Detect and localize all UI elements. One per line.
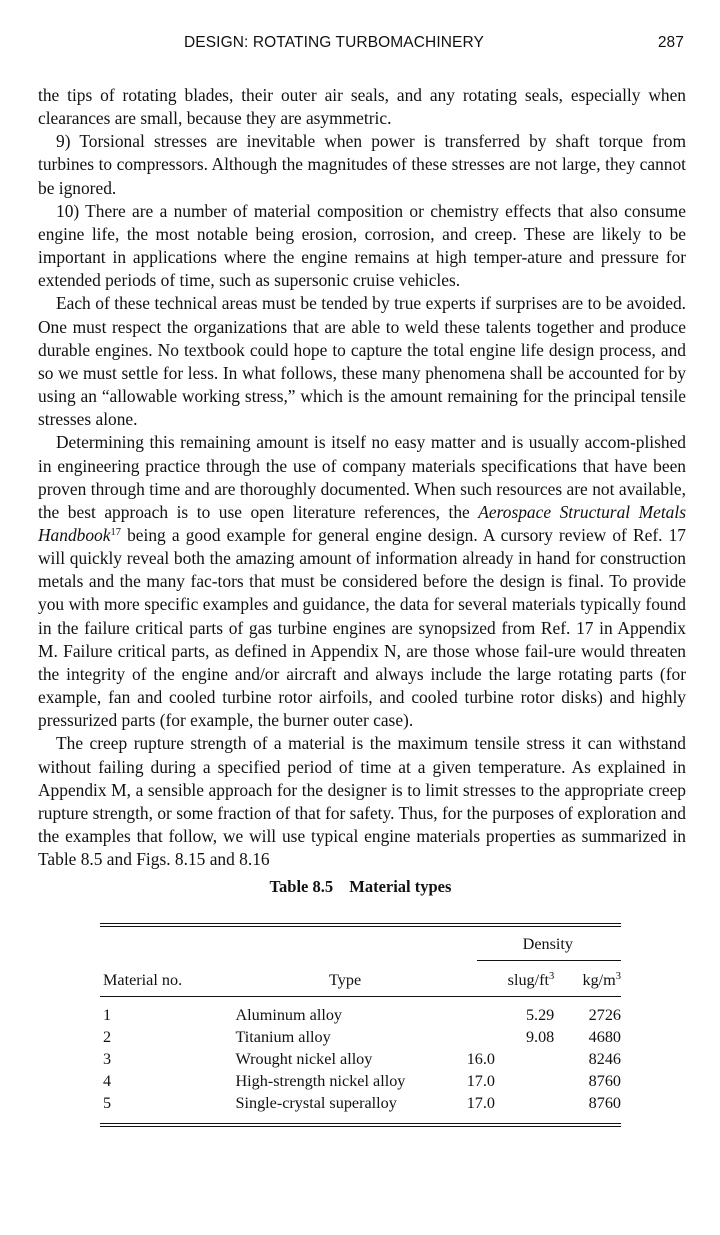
- paragraph-3: 10) There are a number of material composition or chemistry effects that also consume engine life, the most notable being erosion, corrosion, and creep. These are likely to be important in applications where the engine remains at high temper-ature and pressure for extended periods of time, such as supersonic cruise vehicles.: [38, 200, 686, 291]
- table-group-header-row: [100, 927, 621, 960]
- material-types-table: [100, 877, 621, 1127]
- table-row: 4 High-strength nickel alloy 17.0 8760: [103, 1072, 621, 1090]
- header-type: Type: [329, 971, 362, 989]
- table-caption: [100, 877, 621, 897]
- table-row: 3 Wrought nickel alloy 16.0 8246: [103, 1050, 621, 1068]
- table-grid: [100, 927, 621, 1115]
- table-caption-title: Material types: [349, 877, 452, 896]
- table-caption-label: Table 8.5: [269, 877, 334, 896]
- paragraph-4: Each of these technical areas must be tended by true experts if surprises are to be avoided. One must respect the organizations that are able to weld these talents together and produce durable engines. No textbook could hope to capture the total engine life design process, and so we must settle for less. In what follows, these many phenomena shall be accounted for by using an “allowable working stress,” which is the amount remaining for the principal tensile stresses alone.: [38, 293, 686, 430]
- body-text: [38, 84, 686, 871]
- table-bottom-rule: [100, 1123, 621, 1127]
- paragraph-2: 9) Torsional stresses are inevitable when power is transferred by shaft torque from turbines to compressors. Although the magnitudes of these stresses are not large, they cannot be ignored.: [38, 131, 686, 198]
- paragraph-5-start: Determining this remaining amount is itself no easy matter and is usually accom-plished in engineering practice through the use of company materials specifications that have been proven through time and are thoroughly documented. When such resources are not available, the best approach is to use open literature references, the: [38, 432, 686, 522]
- running-head: [38, 34, 686, 58]
- table-header-row: [100, 961, 621, 994]
- paragraph-5-end: being a good example for general engine design. A cursory review of Ref. 17 will quickly reveal both the amazing amount of information already in hand for construction metals and the many fac-tors that must be considered before the design is final. To provide you with more specific examples and guidance, the data for several materials typically found in the failure critical parts of gas turbine engines are synopsized from Ref. 17 in Appendix M. Failure critical parts, as defined in Appendix N, are those whose fail-ure would threaten the integrity of the engine and/or aircraft and always include the large rotating parts (for example, fan and cooled turbine rotor airfoils, and cooled turbine rotor disks) and highly pressurized parts (for example, the burner outer case).: [38, 524, 686, 731]
- page-number: 287: [657, 34, 684, 51]
- paragraph-5: [38, 431, 686, 732]
- header-slug: slug/$ft^3$: [507, 971, 555, 989]
- table-row: 2 Titanium alloy 9.08 4680: [103, 1028, 621, 1046]
- paragraph-6: The creep rupture strength of a material is the maximum tensile stress it can withstand without failing during a specified period of time at a given temperature. As explained in Appendix M, a sensible approach for the designer is to limit stresses to the appropriate creep rupture strength, or some fraction of that for safety. Thus, for the purposes of exploration and the examples that follow, we will use typical engine materials properties as summarized in Table 8.5 and Figs. 8.15 and 8.16: [38, 733, 686, 870]
- table-row: 1 Aluminum alloy 5.29 2726: [103, 1006, 621, 1024]
- table-row: 5 Single-crystal superalloy 17.0 8760: [103, 1094, 621, 1112]
- header-material-no: Material no.: [103, 971, 183, 989]
- reference-superscript: 17: [110, 526, 121, 538]
- paragraph-1: the tips of rotating blades, their outer air seals, and any rotating seals, especially when clearances are small, because they are asymmetric.: [38, 85, 686, 129]
- handbook-title: Aerospace Structural Metals Handbook: [38, 501, 686, 545]
- running-head-title: DESIGN: ROTATING TURBOMACHINERY: [184, 34, 484, 51]
- density-group-header: Density: [522, 935, 574, 953]
- header-kg: $kg/m^3$: [582, 971, 621, 989]
